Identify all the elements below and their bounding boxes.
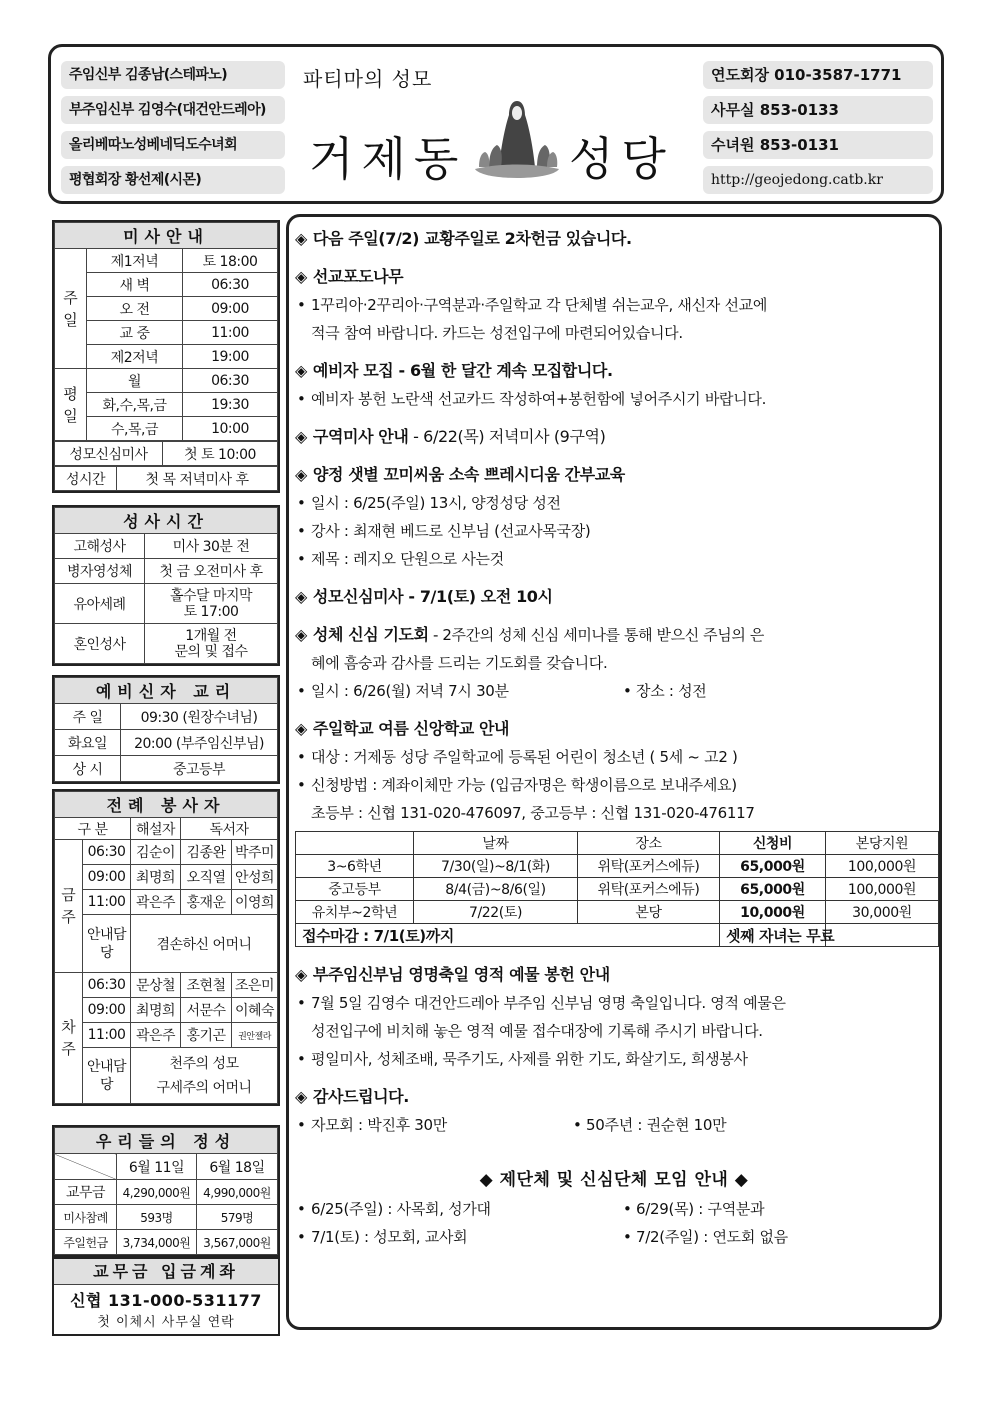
notice-heading: 예비자 모집 - 6월 한 달간 계속 모집합니다. <box>312 361 613 380</box>
notice-marian-mass <box>295 583 933 611</box>
diamond-bullet-icon: ◈ <box>295 625 307 644</box>
notice-mission-vine <box>295 263 933 347</box>
notice-heading: 선교포도나무 <box>312 267 404 286</box>
server-time: 09:00 <box>83 998 131 1023</box>
mass-day: 월 <box>87 369 183 393</box>
meeting-item-text: 6/29(목) : 구역분과 <box>636 1200 765 1218</box>
sunday-label: 주일 <box>55 249 87 369</box>
next-week-guide-line: 천주의 성모 <box>169 1055 239 1072</box>
meeting-item: • 7/2(주일) : 연도회 없음 <box>623 1228 788 1246</box>
meeting-item: • 7/1(토) : 성모회, 교사회 <box>311 1228 468 1246</box>
camp-support: 100,000원 <box>826 855 939 878</box>
server-commentator: 김순이 <box>131 840 181 865</box>
sacrament-box <box>52 505 280 666</box>
liturgy-servers-title: 전례 봉사자 <box>55 792 278 818</box>
server-time: 09:00 <box>83 865 131 890</box>
meetings-title: ◆ 제단체 및 신심단체 모임 안내 ◆ <box>479 1170 749 1190</box>
camp-place: 본당 <box>578 901 720 924</box>
notice-line <box>295 1111 933 1139</box>
mass-time: 10:00 <box>183 417 278 441</box>
account-note: 첫 이체시 사무실 연락 <box>97 1315 235 1330</box>
offering-value: 579명 <box>197 1205 278 1230</box>
server-reader: 이영희 <box>232 890 278 915</box>
meetings-row <box>295 1223 933 1251</box>
offering-corner <box>55 1154 117 1180</box>
mass-time: 09:00 <box>183 297 278 321</box>
offering-date: 6월 11일 <box>117 1154 197 1180</box>
notice-line: • 대상 : 거제동 성당 주일학교에 등록된 어린이 청소년 ( 5세 ~ 고2 ) <box>295 743 933 771</box>
catechism-day: 주 일 <box>55 704 121 730</box>
server-commentator: 최명희 <box>131 998 181 1023</box>
server-commentator: 최명희 <box>131 865 181 890</box>
offering-row-label: 주일헌금 <box>55 1230 117 1255</box>
server-commentator: 곽은주 <box>131 1023 181 1048</box>
notice-line: 성전입구에 비치해 놓은 영적 예물 접수대장에 기록해 주시기 바랍니다. <box>311 1022 763 1040</box>
offering-row-label: 교무금 <box>55 1180 117 1205</box>
notice-line: • 평일미사, 성체조배, 묵주기도, 사제를 위한 기도, 화살기도, 희생봉사 <box>295 1045 933 1073</box>
meetings-row <box>295 1195 933 1223</box>
next-week-guide <box>131 1048 278 1104</box>
confession-time: 미사 30분 전 <box>145 534 278 559</box>
notice-heading: 주일학교 여름 신앙학교 안내 <box>312 719 510 738</box>
servers-head-division: 구 분 <box>55 818 131 840</box>
camp-date: 8/4(금)~8/6(일) <box>414 878 578 901</box>
catechism-time: 중고등부 <box>121 756 278 782</box>
notice-thanks <box>295 1083 933 1139</box>
server-reader: 박주미 <box>232 840 278 865</box>
mass-time: 토 18:00 <box>183 249 278 273</box>
notice-eucharist-prayer <box>295 621 933 705</box>
sick-communion-time: 첫 금 오전미사 후 <box>145 559 278 584</box>
confession-label: 고해성사 <box>55 534 145 559</box>
parish-patron: 파티마의 성모 <box>303 67 433 91</box>
mass-name: 제2저녁 <box>87 345 183 369</box>
mass-time: 11:00 <box>183 321 278 345</box>
header <box>48 44 944 204</box>
server-reader: 조은미 <box>232 973 278 998</box>
diamond-bullet-icon: ◈ <box>295 719 307 738</box>
marian-mass-time: 첫 토 10:00 <box>163 442 278 466</box>
next-week-label: 차주 <box>55 973 83 1104</box>
mass-time: 06:30 <box>183 369 278 393</box>
mass-name: 오 전 <box>87 297 183 321</box>
notice-inline-text: - 2주간의 성체 신심 세미나를 통해 받으신 주님의 은 <box>428 626 764 644</box>
guide-label: 안내담당 <box>83 915 131 973</box>
server-reader: 오직열 <box>181 865 232 890</box>
camp-date: 7/22(토) <box>414 901 578 924</box>
website-link[interactable]: http://geojedong.catb.kr <box>703 166 933 194</box>
notice-heading: 양정 샛별 꼬미씨움 소속 쁘레시디움 간부교육 <box>312 465 625 484</box>
convent-phone: 수녀원 853-0131 <box>703 131 933 159</box>
camp-place: 위탁(포커스에듀) <box>578 855 720 878</box>
yeondo-president-phone: 연도회장 010-3587-1771 <box>703 61 933 89</box>
marian-mass-label: 성모신심미사 <box>55 442 163 466</box>
catechism-time: 09:30 (원장수녀님) <box>121 704 278 730</box>
camp-head <box>296 832 414 855</box>
notice-line: • 일시 : 6/25(주일) 13시, 양정성당 성전 <box>295 489 933 517</box>
server-time: 06:30 <box>83 973 131 998</box>
camp-group: 유치부~2학년 <box>296 901 414 924</box>
table-row <box>296 878 939 901</box>
notice-line: • 신청방법 : 계좌이체만 가능 (입금자명은 학생이름으로 보내주세요) <box>295 771 933 799</box>
madonna-logo-icon <box>471 97 563 185</box>
catechism-box <box>52 675 280 784</box>
server-reader: 서문수 <box>181 998 232 1023</box>
notice-heading: 감사드립니다. <box>312 1087 409 1106</box>
offering-value: 593명 <box>117 1205 197 1230</box>
account-box <box>52 1257 280 1336</box>
mass-day: 수,목,금 <box>87 417 183 441</box>
offering-row-label: 미사참례 <box>55 1205 117 1230</box>
catechism-day: 상 시 <box>55 756 121 782</box>
camp-fee: 65,000원 <box>720 878 826 901</box>
mass-day: 화,수,목,금 <box>87 393 183 417</box>
meeting-item: • 6/25(주일) : 사목회, 성가대 <box>311 1200 491 1218</box>
diamond-bullet-icon: ◈ <box>295 1087 307 1106</box>
mass-schedule-title: 미사안내 <box>55 223 278 249</box>
mass-time: 19:30 <box>183 393 278 417</box>
guide-label: 안내담당 <box>83 1048 131 1104</box>
diamond-bullet-icon: ◈ <box>295 965 307 984</box>
notice-heading: 구역미사 안내 <box>312 427 409 446</box>
camp-place: 위탁(포커스에듀) <box>578 878 720 901</box>
notice-line: • 강사 : 최재현 베드로 신부님 (선교사목국장) <box>295 517 933 545</box>
marriage-info <box>145 624 278 664</box>
camp-group: 3~6학년 <box>296 855 414 878</box>
camp-deadline: 접수마감 : 7/1(토)까지 <box>296 924 720 947</box>
weekday-label: 평일 <box>55 369 87 441</box>
notice-inline-text: - 6/22(목) 저녁미사 (9구역) <box>408 427 606 446</box>
offering-title: 우리들의 정성 <box>55 1128 278 1154</box>
notice-line: • 7월 5일 김영수 대건안드레아 부주임 신부님 영명 축일입니다. 영적 예물은 <box>295 989 933 1017</box>
infant-baptism-time-line: 토 17:00 <box>183 603 239 620</box>
infant-baptism-time <box>145 584 278 624</box>
notice-spiritual-bouquet <box>295 961 933 1073</box>
meeting-item: • 6/29(목) : 구역분과 <box>623 1200 765 1218</box>
this-week-guide: 겸손하신 어머니 <box>131 915 278 973</box>
marriage-info-line: 문의 및 접수 <box>174 643 248 660</box>
council-president-label: 평협회장 황선제(시몬) <box>61 166 285 194</box>
notice-pope-sunday <box>295 225 933 253</box>
offering-value: 3,567,000원 <box>197 1230 278 1255</box>
camp-head: 장소 <box>578 832 720 855</box>
camp-table <box>295 831 939 947</box>
offering-value: 4,290,000원 <box>117 1180 197 1205</box>
camp-fee: 10,000원 <box>720 901 826 924</box>
diamond-bullet-icon: ◈ <box>295 587 307 606</box>
server-reader: 안성희 <box>232 865 278 890</box>
camp-fee: 65,000원 <box>720 855 826 878</box>
camp-free-note: 셋째 자녀는 무료 <box>720 924 826 947</box>
mass-time: 06:30 <box>183 273 278 297</box>
sisters-label: 올리베따노성베네딕도수녀회 <box>61 131 285 159</box>
parish-title-a: 거제동 <box>309 132 467 186</box>
servers-head-commentator: 해설자 <box>131 818 181 840</box>
liturgy-servers-box <box>52 789 280 1106</box>
diamond-bullet-icon: ◈ <box>295 267 307 286</box>
parish-title-b: 성당 <box>569 132 674 186</box>
server-reader: 권안젤라 <box>232 1023 278 1048</box>
notice-line: 혜에 흠숭과 감사를 드리는 기도회를 갖습니다. <box>311 654 608 672</box>
notice-line: 초등부 : 신협 131-020-476097, 중고등부 : 신협 131-020-476117 <box>311 804 755 822</box>
server-reader: 김종완 <box>181 840 232 865</box>
notice-catechumen <box>295 357 933 413</box>
server-commentator: 문상철 <box>131 973 181 998</box>
server-time: 06:30 <box>83 840 131 865</box>
offering-value: 4,990,000원 <box>197 1180 278 1205</box>
notice-summer-camp <box>295 715 933 947</box>
office-phone: 사무실 853-0133 <box>703 96 933 124</box>
camp-head: 날짜 <box>414 832 578 855</box>
next-week-guide-line: 구세주의 어머니 <box>156 1079 252 1096</box>
notice-line-part: • 자모회 : 박진후 30만 <box>311 1116 447 1134</box>
mass-schedule-box <box>52 220 280 493</box>
account-number: 신협 131-000-531177 <box>70 1291 262 1310</box>
notice-line: • 1꾸리아·2꾸리아·구역분과·주일학교 각 단체별 쉬는교우, 새신자 선교에 <box>295 291 933 319</box>
camp-head: 본당지원 <box>826 832 939 855</box>
marriage-label: 혼인성사 <box>55 624 145 664</box>
server-commentator: 곽은주 <box>131 890 181 915</box>
notice-legion-training <box>295 461 933 573</box>
holy-hour-label: 성시간 <box>55 467 117 491</box>
servers-head-reader: 독서자 <box>181 818 278 840</box>
catechism-day: 화요일 <box>55 730 121 756</box>
catechism-title: 예비신자 교리 <box>55 678 278 704</box>
notice-line: • 예비자 봉헌 노란색 선교카드 작성하여+봉헌함에 넣어주시기 바랍니다. <box>295 385 933 413</box>
this-week-label: 금주 <box>55 840 83 973</box>
camp-support: 100,000원 <box>826 878 939 901</box>
camp-blank <box>826 924 939 947</box>
catechism-time: 20:00 (부주임신부님) <box>121 730 278 756</box>
notice-line <box>295 677 933 705</box>
mass-name: 새 벽 <box>87 273 183 297</box>
account-title: 교무금 입금계좌 <box>54 1259 278 1285</box>
diamond-bullet-icon: ◈ <box>295 465 307 484</box>
notice-district-mass <box>295 423 933 451</box>
notice-heading: 성모신심미사 - 7/1(토) 오전 10시 <box>312 587 553 606</box>
sacrament-title: 성사시간 <box>55 508 278 534</box>
table-row <box>296 901 939 924</box>
marriage-info-line: 1개월 전 <box>185 627 237 644</box>
notice-heading: 성체 신심 기도회 <box>312 625 429 644</box>
diamond-bullet-icon: ◈ <box>295 427 307 446</box>
holy-hour-time: 첫 목 저녁미사 후 <box>117 467 278 491</box>
mass-time: 19:00 <box>183 345 278 369</box>
server-reader: 조현철 <box>181 973 232 998</box>
server-reader: 홍기곤 <box>181 1023 232 1048</box>
camp-group: 중고등부 <box>296 878 414 901</box>
camp-support: 30,000원 <box>826 901 939 924</box>
notice-line-part: • 일시 : 6/26(월) 저녁 7시 30분 <box>311 682 509 700</box>
infant-baptism-time-line: 홀수달 마지막 <box>169 587 253 604</box>
notice-heading: 부주임신부님 영명축일 영적 예물 봉헌 안내 <box>312 965 610 984</box>
notice-line-part: • 50주년 : 권순현 10만 <box>573 1116 727 1134</box>
server-time: 11:00 <box>83 1023 131 1048</box>
notices-panel <box>286 214 942 1330</box>
sick-communion-label: 병자영성체 <box>55 559 145 584</box>
offering-box <box>52 1125 280 1257</box>
assistant-pastor-label: 부주임신부 김영수(대건안드레아) <box>61 96 285 124</box>
diamond-bullet-icon: ◈ <box>295 229 307 248</box>
mass-name: 제1저녁 <box>87 249 183 273</box>
offering-date: 6월 18일 <box>197 1154 278 1180</box>
pastor-label: 주임신부 김종남(스테파노) <box>61 61 285 89</box>
notice-line-part: • 장소 : 성전 <box>623 682 707 700</box>
table-row <box>296 855 939 878</box>
meeting-item-text: 7/2(주일) : 연도회 없음 <box>636 1228 788 1246</box>
notice-line: 적극 참여 바랍니다. 카드는 성전입구에 마련되어있습니다. <box>311 324 683 342</box>
mass-name: 교 중 <box>87 321 183 345</box>
offering-value: 3,734,000원 <box>117 1230 197 1255</box>
camp-head: 신청비 <box>720 832 826 855</box>
notice-line: • 제목 : 레지오 단원으로 사는것 <box>295 545 933 573</box>
infant-baptism-label: 유아세례 <box>55 584 145 624</box>
camp-date: 7/30(일)~8/1(화) <box>414 855 578 878</box>
notice-heading: 다음 주일(7/2) 교황주일로 2차헌금 있습니다. <box>312 229 632 248</box>
diamond-bullet-icon: ◈ <box>295 361 307 380</box>
server-reader: 홍재운 <box>181 890 232 915</box>
server-reader: 이혜숙 <box>232 998 278 1023</box>
server-time: 11:00 <box>83 890 131 915</box>
